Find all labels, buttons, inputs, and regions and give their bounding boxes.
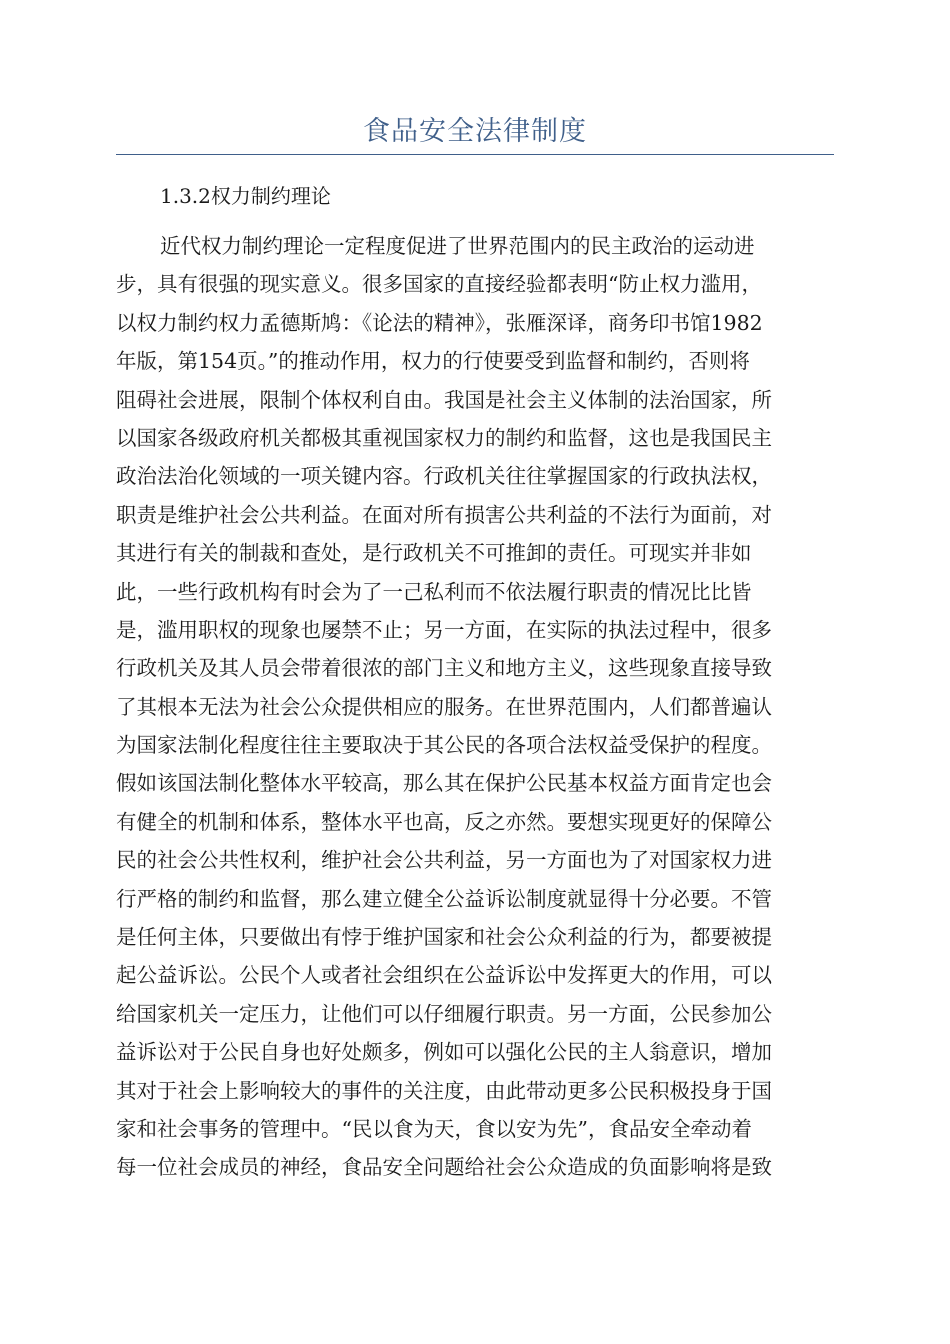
paragraph-line: 假如该国法制化整体水平较高，那么其在保护公民基本权益方面肯定也会 [116, 771, 772, 796]
paragraph-line: 有健全的机制和体系，整体水平也高，反之亦然。要想实现更好的保障公 [116, 809, 772, 834]
paragraph-line: 行严格的制约和监督，那么建立健全公益诉讼制度就显得十分必要。不管 [116, 886, 772, 911]
paragraph-line: 是任何主体，只要做出有悖于维护国家和社会公众利益的行为，都要被提 [116, 925, 772, 950]
paragraph-line: 以权力制约权力孟德斯鸠：《论法的精神》，张雁深译，商务印书馆1982 [116, 310, 763, 335]
paragraph-line: 起公益诉讼。公民个人或者社会组织在公益诉讼中发挥更大的作用，可以 [116, 963, 772, 988]
paragraph-line: 其对于社会上影响较大的事件的关注度，由此带动更多公民积极投身于国 [116, 1078, 772, 1103]
paragraph-line: 其进行有关的制裁和查处，是行政机关不可推卸的责任。可现实并非如 [116, 541, 752, 566]
paragraph-line: 每一位社会成员的神经，食品安全问题给社会公众造成的负面影响将是致 [116, 1155, 772, 1180]
paragraph-line: 此，一些行政机构有时会为了一己私利而不依法履行职责的情况比比皆 [116, 579, 752, 604]
paragraph-line: 步，具有很强的现实意义。很多国家的直接经验都表明“防止权力滥用， [116, 272, 762, 297]
paragraph-line: 政治法治化领域的一项关键内容。行政机关往往掌握国家的行政执法权， [116, 464, 772, 489]
paragraph-line: 年版，第154页。”的推动作用，权力的行使要受到监督和制约，否则将 [116, 349, 750, 374]
paragraph-line: 给国家机关一定压力，让他们可以仔细履行职责。另一方面，公民参加公 [116, 1001, 772, 1026]
paragraph-line: 家和社会事务的管理中。“民以食为天，食以安为先”，食品安全牵动着 [116, 1116, 752, 1141]
paragraph-line: 职责是维护社会公共利益。在面对所有损害公共利益的不法行为面前，对 [116, 502, 772, 527]
paragraph-line: 民的社会公共性权利，维护社会公共利益，另一方面也为了对国家权力进 [116, 848, 772, 873]
body-paragraph [116, 227, 834, 1187]
paragraph-line: 阻碍社会进展，限制个体权利自由。我国是社会主义体制的法治国家，所 [116, 387, 772, 412]
section-heading: 1.3.2权力制约理论 [160, 184, 331, 208]
paragraph-line: 近代权力制约理论一定程度促进了世界范围内的民主政治的运动进 [160, 234, 755, 258]
paragraph-line: 为国家法制化程度往往主要取决于其公民的各项合法权益受保护的程度。 [116, 733, 772, 758]
paragraph-line: 是，滥用职权的现象也屡禁不止；另一方面，在实际的执法过程中，很多 [116, 617, 772, 642]
paragraph-line: 益诉讼对于公民自身也好处颇多，例如可以强化公民的主人翁意识，增加 [116, 1040, 772, 1065]
paragraph-line: 了其根本无法为社会公众提供相应的服务。在世界范围内，人们都普遍认 [116, 694, 772, 719]
running-header-title: 食品安全法律制度 [363, 116, 587, 147]
header-divider [116, 154, 834, 155]
paragraph-line: 以国家各级政府机关都极其重视国家权力的制约和监督，这也是我国民主 [116, 425, 772, 450]
paragraph-line: 行政机关及其人员会带着很浓的部门主义和地方主义，这些现象直接导致 [116, 656, 772, 681]
